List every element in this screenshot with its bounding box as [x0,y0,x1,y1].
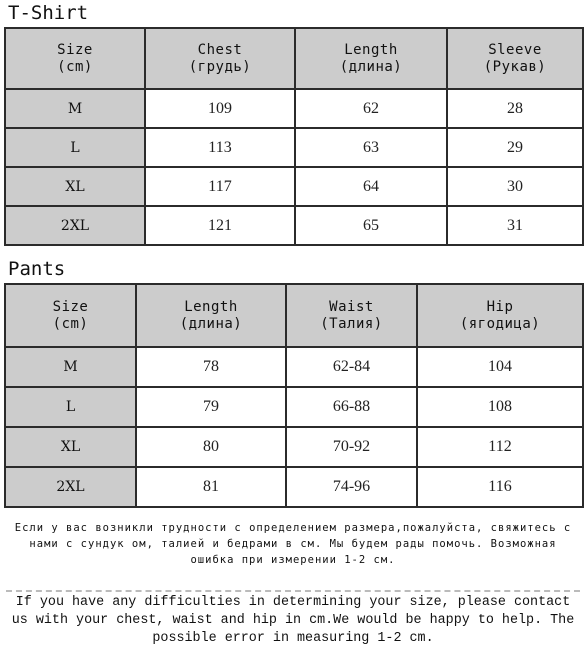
dashed-divider [6,590,580,592]
tshirt-size-table [4,27,584,246]
waist-cell: 70-92 [286,427,417,467]
length-cell: 81 [136,467,286,507]
header-length [295,28,447,89]
chest-cell: 121 [145,206,295,245]
hip-cell: 104 [417,347,583,387]
length-cell: 64 [295,167,447,206]
size-label-cell: XL [5,427,136,467]
header-sleeve [447,28,583,89]
size-label-cell: 2XL [5,467,136,507]
length-cell: 78 [136,347,286,387]
header-length [136,284,286,347]
table-row [5,387,583,427]
table-row [5,467,583,507]
chest-cell: 117 [145,167,295,206]
waist-cell: 62-84 [286,347,417,387]
header-label: Sleeve [488,41,542,58]
header-unit: (Талия) [320,315,383,332]
size-label-cell: M [5,347,136,387]
length-cell: 62 [295,89,447,128]
header-label: Hip [486,298,514,315]
sizing-notice-english: If you have any difficulties in determining your size, please contact us with your chest, waist and hip in cm.We would be happy to help. The possible error in measuring 1-2 cm. [11,595,575,646]
pants-size-table [4,283,584,508]
header-unit: (грудь) [188,58,252,75]
hip-cell: 116 [417,467,583,507]
header-label: Chest [197,41,243,58]
table-header-row [5,28,583,89]
header-chest [145,28,295,89]
tshirt-section-title: T-Shirt [8,2,89,24]
header-unit: (ягодица) [459,315,541,332]
chest-cell: 109 [145,89,295,128]
sleeve-cell: 31 [447,206,583,245]
table-row [5,427,583,467]
length-cell: 65 [295,206,447,245]
waist-cell: 66-88 [286,387,417,427]
length-cell: 79 [136,387,286,427]
table-row [5,347,583,387]
chest-cell: 113 [145,128,295,167]
header-size [5,28,145,89]
header-label: Length [184,298,238,315]
header-label: Size [52,298,89,315]
header-unit: (cm) [52,315,89,332]
header-label: Size [57,41,93,58]
size-label-cell: L [5,128,145,167]
hip-cell: 108 [417,387,583,427]
header-waist [286,284,417,347]
header-unit: (Рукав) [483,58,547,75]
sleeve-cell: 29 [447,128,583,167]
sleeve-cell: 28 [447,89,583,128]
header-label: Waist [329,298,374,315]
hip-cell: 112 [417,427,583,467]
header-label: Length [344,41,398,58]
header-unit: (cm) [57,58,93,75]
table-row [5,167,583,206]
header-unit: (длина) [179,315,243,332]
length-cell: 63 [295,128,447,167]
table-row [5,206,583,245]
pants-section-title: Pants [8,258,66,280]
sleeve-cell: 30 [447,167,583,206]
header-size [5,284,136,347]
size-label-cell: M [5,89,145,128]
waist-cell: 74-96 [286,467,417,507]
size-label-cell: L [5,387,136,427]
header-unit: (длина) [339,58,403,75]
table-row [5,89,583,128]
length-cell: 80 [136,427,286,467]
size-label-cell: XL [5,167,145,206]
size-label-cell: 2XL [5,206,145,245]
table-header-row [5,284,583,347]
table-row [5,128,583,167]
header-hip [417,284,583,347]
sizing-notice-russian: Если у вас возникли трудности с определением размера,пожалуйста, свяжитесь с нами с сундук ом, талией и бедрами в см. Мы будем рады помочь. Возможная ошибка при измерении 1-2 см. [14,522,572,566]
